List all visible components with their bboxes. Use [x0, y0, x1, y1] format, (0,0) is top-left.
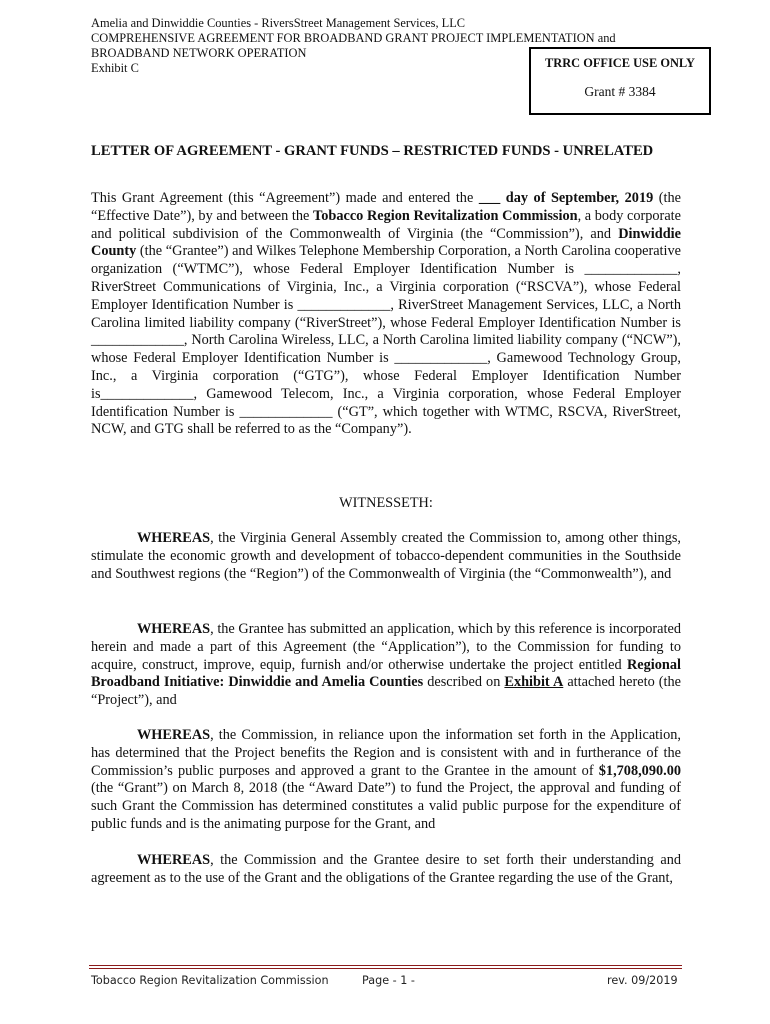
office-use-label: TRRC OFFICE USE ONLY	[545, 56, 695, 70]
header-line-2: COMPREHENSIVE AGREEMENT FOR BROADBAND GRANT PROJECT IMPLEMENTATION and	[91, 31, 616, 45]
intro-paragraph: This Grant Agreement (this “Agreement”) made and entered the ___ day of September, 2019 (the “Effective Date”), by and between the Tobacco Region Revitalization Commission, a body corporate and political subdivision of the Commonwealth of Virginia (the “Commission”), and Dinwiddie County (the “Grantee”) and Wilkes Telephone Membership Corporation, a North Carolina cooperative organization (“WTMC”), whose Federal Employer Identification Number is _____________, RiverStreet Communications of Virginia, Inc., a Virginia corporation (“RSCVA”), whose Federal Employer Identification Number is _____________, RiverStreet Management Services, LLC, a North Carolina limited liability company (“RiverStreet”), whose Federal Employer Identification Number is _____________, North Carolina Wireless, LLC, a North Carolina limited liability company (“NCW”), whose Federal Employer Identification Number is _____________, Gamewood Technology Group, Inc., a Virginia corporation (“GTG”), whose Federal Employer Identification Number is_____________, Gamewood Telecom, Inc., a Virginia corporation, whose Federal Employer Identification Number is _____________ (“GT”, which together with WTMC, RSCVA, RiverStreet, NCW, and GTG shall be referred to as the “Company”).	[91, 190, 681, 438]
header-line-1: Amelia and Dinwiddie Counties - RiversStreet Management Services, LLC	[91, 16, 466, 30]
footer-organization: Tobacco Region Revitalization Commission	[91, 974, 329, 987]
office-use-box	[529, 47, 711, 115]
header-line-4: Exhibit C	[91, 61, 139, 75]
footer-page-number: Page - 1 -	[362, 974, 415, 987]
footer-revision: rev. 09/2019	[607, 974, 678, 987]
header-line-3: BROADBAND NETWORK OPERATION	[91, 46, 307, 60]
footer-rule-thin	[89, 968, 682, 969]
whereas-paragraph-4: WHEREAS, the Commission and the Grantee desire to set forth their understanding and agreement as to the use of the Grant and the obligations of the Grantee regarding the use of the Grant,	[91, 852, 681, 886]
exhibit-a-reference: Exhibit A	[504, 674, 564, 691]
whereas-paragraph-2: WHEREAS, the Grantee has submitted an application, which by this reference is incorporated herein and made a part of this Agreement (the “Application”), to the Commission for funding to acquire, construct, improve, equip, furnish and/or otherwise undertake the project entitled Regional Broadband Initiative: Dinwiddie and Amelia Counties described on Exhibit A attached hereto (the “Project”), and	[91, 621, 681, 709]
whereas-paragraph-3: WHEREAS, the Commission, in reliance upon the information set forth in the Application, has determined that the Project benefits the Region and is consistent with and in furtherance of the Commission’s public purposes and approved a grant to the Grantee in the amount of $1,708,090.00 (the “Grant”) on March 8, 2018 (the “Award Date”) to fund the Project, the approval and funding of such Grant the Commission has determined constitutes a valid public purpose for the expenditure of public funds and is the animating purpose for the Grant, and	[91, 727, 681, 832]
grant-number: Grant # 3384	[584, 84, 656, 99]
whereas-paragraph-1: WHEREAS, the Virginia General Assembly created the Commission to, among other things, stimulate the economic growth and development of tobacco-dependent communities in the Southside and Southwest regions (the “Region”) of the Commonwealth of Virginia (the “Commonwealth”), and	[91, 530, 681, 582]
witnesseth-heading: WITNESSETH:	[339, 495, 433, 511]
footer-rule	[89, 965, 682, 966]
document-title: LETTER OF AGREEMENT - GRANT FUNDS – RESTRICTED FUNDS - UNRELATED	[91, 143, 654, 159]
